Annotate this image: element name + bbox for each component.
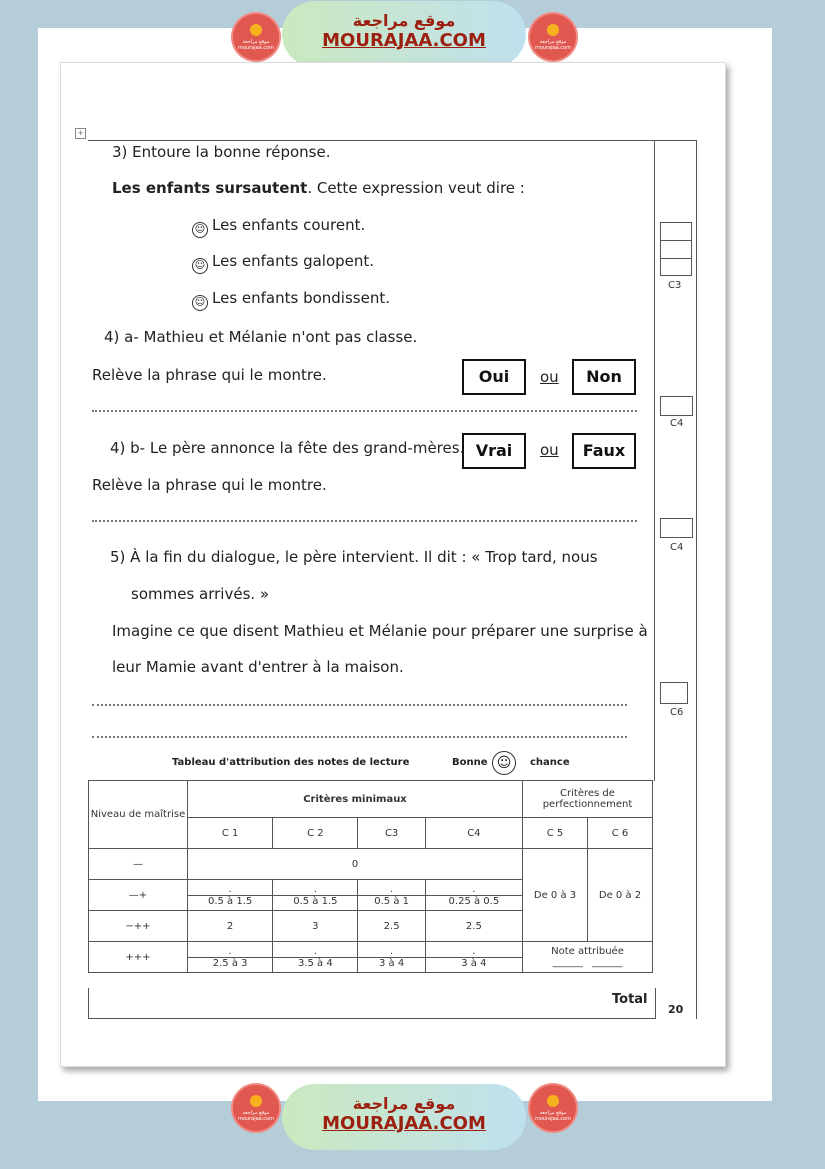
q5-line-1: 5) À la fin du dialogue, le père intervient. Il dit : « Trop tard, nous (110, 548, 598, 566)
smiley-icon: ☺ (492, 751, 516, 775)
question-frame (88, 140, 655, 781)
score-cell: . 0.5 à 1.5 (188, 880, 273, 911)
c5-range: De 0 à 3 (523, 849, 588, 942)
oui-box[interactable]: Oui (462, 359, 526, 395)
score-cell: . 3 à 4 (425, 942, 522, 973)
answer-line[interactable] (92, 736, 627, 738)
c3-label: C3 (668, 280, 682, 291)
col-header: C 2 (273, 818, 358, 849)
score-cell: . 0.25 à 0.5 (425, 880, 522, 911)
score-cell: 2.5 (358, 911, 425, 942)
level-cell: — (89, 849, 188, 880)
note-cell[interactable]: Note attribuée ______ ______ (523, 942, 653, 973)
col-header: C 6 (588, 818, 653, 849)
q4a-title: 4) a- Mathieu et Mélanie n'ont pas classe. (104, 328, 418, 346)
site-banner[interactable] (282, 1, 526, 67)
site-logo-left-icon: موقع مراجعة mourajaa.com (233, 14, 279, 60)
q4a-instruction: Relève la phrase qui le montre. (92, 366, 327, 384)
q3-option-2[interactable]: ☺ Les enfants galopent. (192, 252, 374, 274)
col-header: C 5 (523, 818, 588, 849)
c4-label-2: C4 (670, 542, 684, 553)
non-box[interactable]: Non (572, 359, 636, 395)
col-header: C4 (425, 818, 522, 849)
q5-line-4: leur Mamie avant d'entrer à la maison. (112, 658, 404, 676)
minimal-header: Critères minimaux (188, 781, 523, 818)
level-cell: +++ (89, 942, 188, 973)
score-cell: 3 (273, 911, 358, 942)
c3-score-box[interactable] (660, 222, 692, 276)
total-label: Total (612, 992, 648, 1007)
q4b-title: 4) b- Le père annonce la fête des grand-mères. (110, 439, 465, 457)
site-banner[interactable] (282, 1084, 526, 1150)
level-cell: —+ (89, 880, 188, 911)
move-handle-icon[interactable]: + (75, 128, 86, 139)
score-cell: 2 (188, 911, 273, 942)
c6-label: C6 (670, 707, 684, 718)
smiley-icon: ☺ (192, 222, 208, 238)
q4b-instruction: Relève la phrase qui le montre. (92, 476, 327, 494)
banner-arabic: موقع مراجعة (352, 11, 456, 30)
level-cell: −++ (89, 911, 188, 942)
c4-score-box[interactable] (660, 396, 693, 416)
c4-score-box-2[interactable] (660, 518, 693, 538)
q5-line-2: sommes arrivés. » (131, 585, 270, 603)
c6-score-box[interactable] (660, 682, 688, 704)
total-row (88, 988, 656, 1019)
q4a-or: ou (540, 368, 559, 386)
table-title: Tableau d'attribution des notes de lecture (172, 757, 410, 768)
faux-box[interactable]: Faux (572, 433, 636, 469)
q3-expression: Les enfants sursautent. Cette expression veut dire : (112, 179, 525, 197)
site-logo-left-icon: موقع مراجعة mourajaa.com (233, 1085, 279, 1131)
col-header: C 1 (188, 818, 273, 849)
q3-option-3[interactable]: ☺ Les enfants bondissent. (192, 289, 390, 311)
answer-line[interactable] (92, 520, 637, 522)
col-header: C3 (358, 818, 425, 849)
grading-table (88, 780, 653, 973)
site-logo-right-icon: موقع مراجعة mourajaa.com (530, 1085, 576, 1131)
q4b-or: ou (540, 441, 559, 459)
score-cell: . 3 à 4 (358, 942, 425, 973)
q5-line-3: Imagine ce que disent Mathieu et Mélanie pour préparer une surprise à (112, 622, 648, 640)
level-header: Niveau de maîtrise (89, 781, 188, 849)
answer-line[interactable] (92, 410, 637, 412)
c6-range: De 0 à 2 (588, 849, 653, 942)
score-cell: . 0.5 à 1 (358, 880, 425, 911)
smiley-icon: ☺ (192, 258, 208, 274)
score-cell: . 0.5 à 1.5 (273, 880, 358, 911)
perfection-header: Critères de perfectionnement (523, 781, 653, 818)
luck-word: chance (530, 757, 570, 768)
q3-option-1[interactable]: ☺ Les enfants courent. (192, 216, 365, 238)
vrai-box[interactable]: Vrai (462, 433, 526, 469)
score-cell: 2.5 (425, 911, 522, 942)
total-score: 20 (668, 1003, 684, 1016)
q3-title: 3) Entoure la bonne réponse. (112, 143, 331, 161)
banner-site-link[interactable]: MOURAJAA.COM (322, 30, 486, 51)
answer-line[interactable] (92, 704, 627, 706)
site-logo-right-icon: موقع مراجعة mourajaa.com (530, 14, 576, 60)
score-cell: 0 (188, 849, 523, 880)
banner-arabic: موقع مراجعة (352, 1094, 456, 1113)
smiley-icon: ☺ (192, 295, 208, 311)
c4-label: C4 (670, 418, 684, 429)
score-cell: . 3.5 à 4 (273, 942, 358, 973)
good-word: Bonne (452, 757, 488, 768)
banner-site-link[interactable]: MOURAJAA.COM (322, 1113, 486, 1134)
score-cell: . 2.5 à 3 (188, 942, 273, 973)
